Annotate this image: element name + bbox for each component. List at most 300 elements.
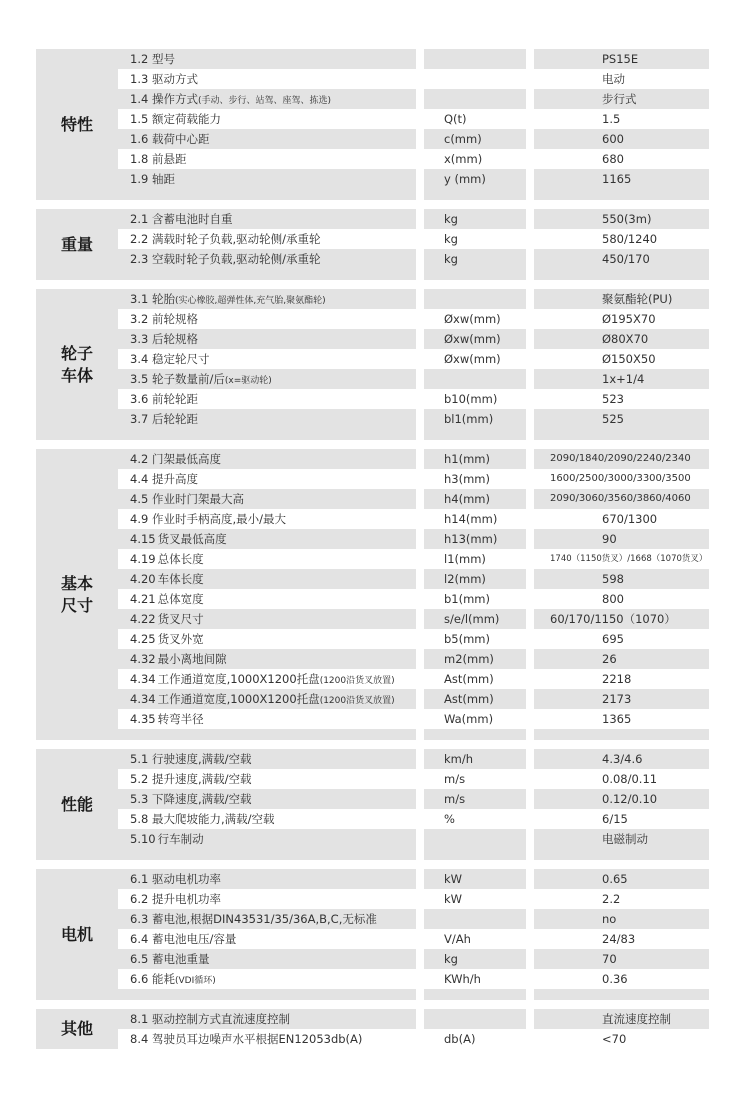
row-label: 货叉外宽 [157,632,204,646]
row-label-cell [118,709,416,729]
row-number: 3.2 [130,312,149,326]
spec-section [36,289,709,440]
row-number: 4.19 [130,552,156,566]
row-label-cell [118,909,416,929]
row-value: 60/170/1150（1070） [526,609,709,629]
section-category-label: 其他 [60,1019,93,1038]
row-number: 1.6 [130,132,149,146]
row-unit: db(A) [416,1029,526,1049]
table-row [118,1009,709,1029]
table-row [118,869,709,889]
row-unit: V/Ah [416,929,526,949]
table-row [118,649,709,669]
row-label-cell [118,389,416,409]
section-category-label: 性能 [60,794,93,814]
row-value: 0.08/0.11 [526,769,709,789]
row-separator [118,849,709,860]
section-gap [36,200,709,209]
row-value: 523 [526,389,709,409]
row-number: 6.6 [130,972,149,986]
section-category [36,209,118,280]
row-label-cell [118,289,416,309]
row-label-note: (1200沿货叉放置) [319,696,395,706]
table-row [118,829,709,849]
row-label-cell [118,869,416,889]
row-label: 含蓄电池时自重 [152,212,233,226]
row-unit: s/e/l(mm) [416,609,526,629]
row-label: 轮胎 [152,292,175,306]
row-label: 最小离地间隙 [157,652,227,666]
row-value: 1600/2500/3000/3300/3500 [526,469,709,489]
row-label: 提升高度 [152,472,198,486]
row-number: 4.4 [130,472,149,486]
row-value: 0.36 [526,969,709,989]
table-row [118,409,709,429]
row-number: 5.8 [130,812,149,826]
table-row [118,149,709,169]
row-label: 空载时轮子负载,驱动轮侧/承重轮 [152,252,321,266]
row-number: 6.4 [130,932,149,946]
row-label-cell [118,649,416,669]
table-row [118,109,709,129]
table-row [118,889,709,909]
row-number: 2.3 [130,252,149,266]
row-label-cell [118,689,416,709]
row-number: 1.5 [130,112,149,126]
row-label-cell [118,549,416,569]
row-label-note: (x=驱动轮) [224,376,272,386]
row-label-cell [118,529,416,549]
table-row [118,769,709,789]
row-label-cell [118,109,416,129]
row-label: 满载时轮子负载,驱动轮侧/承重轮 [152,232,321,246]
row-unit: h4(mm) [416,489,526,509]
row-label: 货叉尺寸 [157,612,204,626]
row-number: 1.2 [130,52,149,66]
row-label: 后轮规格 [152,332,198,346]
row-number: 4.35 [130,712,156,726]
row-value: 800 [526,589,709,609]
row-label-cell [118,89,416,109]
section-rows [118,49,709,200]
row-label: 总体长度 [157,552,204,566]
row-number: 4.15 [130,532,156,546]
row-number: 6.3 [130,912,149,926]
row-label: 蓄电池电压/容量 [152,932,237,946]
row-label-cell [118,1029,416,1049]
row-label-cell [118,789,416,809]
row-unit: b5(mm) [416,629,526,649]
row-label-note: (1200沿货叉放置) [319,676,395,686]
section-rows [118,289,709,440]
row-unit [416,49,526,69]
row-value: 1365 [526,709,709,729]
row-label-cell [118,749,416,769]
row-number: 4.20 [130,572,156,586]
row-label: 蓄电池,根据DIN43531/35/36A,B,C,无标准 [152,912,377,926]
row-value: 1.5 [526,109,709,129]
table-row [118,969,709,989]
row-separator [118,429,709,440]
table-row [118,569,709,589]
row-number: 6.2 [130,892,149,906]
section-rows [118,749,709,860]
row-value: 直流速度控制 [526,1009,709,1029]
row-number: 8.4 [130,1032,149,1046]
row-label-cell [118,249,416,269]
row-number: 3.1 [130,292,149,306]
row-unit: Øxw(mm) [416,329,526,349]
row-unit: h13(mm) [416,529,526,549]
table-row [118,749,709,769]
row-label-cell [118,1009,416,1029]
row-unit: kW [416,889,526,909]
row-value: Ø150X50 [526,349,709,369]
table-row [118,949,709,969]
row-label: 转弯半径 [157,712,204,726]
row-value: 4.3/4.6 [526,749,709,769]
row-unit: KWh/h [416,969,526,989]
row-value: 2218 [526,669,709,689]
table-row [118,549,709,569]
row-unit: m/s [416,769,526,789]
row-number: 6.1 [130,872,149,886]
row-label: 前悬距 [152,152,187,166]
spec-section [36,749,709,860]
row-label: 提升速度,满载/空载 [152,772,252,786]
row-number: 8.1 [130,1012,149,1026]
row-unit: x(mm) [416,149,526,169]
section-gap [36,860,709,869]
row-label-cell [118,829,416,849]
row-label-note: (手动、步行、站驾、座驾、拣选) [198,96,332,106]
row-value: 450/170 [526,249,709,269]
row-unit: l1(mm) [416,549,526,569]
row-label: 操作方式 [152,92,198,106]
row-label-note: (VDI循环) [175,976,216,986]
row-unit: h3(mm) [416,469,526,489]
row-unit: Ast(mm) [416,689,526,709]
table-row [118,809,709,829]
row-number: 4.21 [130,592,156,606]
row-unit: b1(mm) [416,589,526,609]
row-label-cell [118,409,416,429]
table-row [118,449,709,469]
table-row [118,489,709,509]
row-unit [416,89,526,109]
table-row [118,289,709,309]
row-unit: m2(mm) [416,649,526,669]
row-value: 1740（1150货叉）/1668（1070货叉） [526,549,709,569]
section-category-label: 重量 [60,234,93,254]
row-label-cell [118,949,416,969]
row-label: 行车制动 [157,832,204,846]
row-unit: Q(t) [416,109,526,129]
row-label-cell [118,229,416,249]
spec-section [36,1009,709,1049]
row-number: 3.7 [130,412,149,426]
row-number: 2.1 [130,212,149,226]
row-value: 670/1300 [526,509,709,529]
row-label: 作业时门架最大高 [152,492,244,506]
row-label-cell [118,669,416,689]
row-label-cell [118,809,416,829]
row-unit [416,369,526,389]
row-unit: Ast(mm) [416,669,526,689]
row-label-cell [118,349,416,369]
row-unit: Øxw(mm) [416,349,526,369]
row-label-cell [118,169,416,189]
row-value: 695 [526,629,709,649]
row-value: 70 [526,949,709,969]
row-label-cell [118,609,416,629]
row-label: 额定荷载能力 [152,112,221,126]
table-row [118,209,709,229]
row-unit [416,829,526,849]
table-row [118,89,709,109]
table-row [118,329,709,349]
row-label-note: (实心橡胶,超弹性体,充气胎,聚氨酯轮) [175,296,326,306]
row-unit: Wa(mm) [416,709,526,729]
row-label-cell [118,509,416,529]
table-row [118,349,709,369]
row-value: 680 [526,149,709,169]
table-row [118,69,709,89]
row-label-cell [118,929,416,949]
row-label: 下降速度,满载/空载 [152,792,252,806]
row-number: 4.2 [130,452,149,466]
row-label-cell [118,489,416,509]
spec-section [36,49,709,200]
row-separator [118,189,709,200]
row-label: 后轮轮距 [152,412,198,426]
row-value: 24/83 [526,929,709,949]
row-number: 4.22 [130,612,156,626]
row-label: 货叉最低高度 [157,532,227,546]
spec-table [36,49,709,1049]
table-row [118,609,709,629]
row-number: 4.34 [130,672,156,686]
row-label-cell [118,69,416,89]
table-row [118,49,709,69]
section-gap [36,440,709,449]
row-label-cell [118,49,416,69]
row-number: 5.10 [130,832,156,846]
row-number: 5.2 [130,772,149,786]
row-label: 轮子数量前/后 [152,372,225,386]
row-value: 2090/1840/2090/2240/2340 [526,449,709,469]
row-value: 步行式 [526,89,709,109]
section-rows [118,449,709,740]
row-number: 5.1 [130,752,149,766]
table-row [118,909,709,929]
row-number: 3.4 [130,352,149,366]
row-label: 驱动方式 [152,72,198,86]
row-label-cell [118,209,416,229]
row-value: Ø195X70 [526,309,709,329]
row-number: 4.25 [130,632,156,646]
row-label: 最大爬坡能力,满载/空载 [152,812,275,826]
table-row [118,709,709,729]
spec-section [36,209,709,280]
row-label-cell [118,569,416,589]
row-unit [416,1009,526,1029]
section-category [36,289,118,440]
table-row [118,129,709,149]
row-value: <70 [526,1029,709,1049]
row-label-cell [118,149,416,169]
table-row [118,789,709,809]
row-number: 5.3 [130,792,149,806]
row-separator [118,989,709,1000]
row-label: 载荷中心距 [152,132,210,146]
row-value: 580/1240 [526,229,709,249]
row-unit: h14(mm) [416,509,526,529]
row-value: 2173 [526,689,709,709]
section-category [36,749,118,860]
row-unit: bl1(mm) [416,409,526,429]
row-value: 0.12/0.10 [526,789,709,809]
row-label: 驱动电机功率 [152,872,221,886]
row-unit [416,289,526,309]
row-unit: Øxw(mm) [416,309,526,329]
row-unit [416,909,526,929]
row-label-cell [118,589,416,609]
row-unit: % [416,809,526,829]
row-label-cell [118,769,416,789]
section-category [36,1009,118,1049]
row-value: 600 [526,129,709,149]
row-unit: kg [416,229,526,249]
table-row [118,509,709,529]
section-rows [118,1009,709,1049]
row-label-cell [118,309,416,329]
section-category-label: 特性 [60,114,93,134]
row-value: 电磁制动 [526,829,709,849]
row-number: 6.5 [130,952,149,966]
row-value: 90 [526,529,709,549]
row-label: 驾驶员耳边噪声水平根据EN12053db(A) [152,1032,363,1046]
row-label-cell [118,469,416,489]
row-value: 2.2 [526,889,709,909]
row-value: PS15E [526,49,709,69]
row-label: 蓄电池重量 [152,952,210,966]
row-label-cell [118,969,416,989]
table-row [118,469,709,489]
row-number: 3.6 [130,392,149,406]
row-unit: kg [416,949,526,969]
row-label: 稳定轮尺寸 [152,352,210,366]
row-value: 598 [526,569,709,589]
table-row [118,1029,709,1049]
section-category [36,449,118,740]
table-row [118,309,709,329]
row-label: 总体宽度 [157,592,204,606]
row-value: 525 [526,409,709,429]
section-category [36,49,118,200]
section-category [36,869,118,1000]
row-label: 门架最低高度 [152,452,221,466]
row-number: 4.9 [130,512,149,526]
table-row [118,629,709,649]
row-separator [118,269,709,280]
row-label: 作业时手柄高度,最小/最大 [152,512,287,526]
section-gap [36,740,709,749]
row-number: 3.3 [130,332,149,346]
row-value: 聚氨酯轮(PU) [526,289,709,309]
row-label: 行驶速度,满载/空载 [152,752,252,766]
row-label: 前轮轮距 [152,392,198,406]
section-category-label: 轮子 车体 [60,343,93,385]
row-label: 驱动控制方式直流速度控制 [152,1012,290,1026]
table-row [118,589,709,609]
table-row [118,929,709,949]
row-label-cell [118,889,416,909]
section-rows [118,209,709,280]
row-number: 1.3 [130,72,149,86]
row-number: 1.9 [130,172,149,186]
row-value: 550(3m) [526,209,709,229]
row-unit: y (mm) [416,169,526,189]
section-rows [118,869,709,1000]
section-category-label: 电机 [60,924,93,944]
table-row [118,369,709,389]
row-label: 车体长度 [157,572,204,586]
row-unit: c(mm) [416,129,526,149]
table-row [118,669,709,689]
table-row [118,529,709,549]
row-label: 工作通道宽度,1000X1200托盘 [157,692,320,706]
spec-section [36,869,709,1000]
row-label: 能耗 [152,972,175,986]
row-label: 轴距 [152,172,175,186]
row-value: Ø80X70 [526,329,709,349]
table-row [118,229,709,249]
row-label-cell [118,369,416,389]
table-row [118,169,709,189]
section-category-label: 基本 尺寸 [60,573,93,615]
table-row [118,689,709,709]
row-label-cell [118,449,416,469]
row-unit [416,69,526,89]
row-value: 0.65 [526,869,709,889]
row-unit: kg [416,249,526,269]
row-value: 2090/3060/3560/3860/4060 [526,489,709,509]
row-label: 工作通道宽度,1000X1200托盘 [157,672,320,686]
row-number: 1.4 [130,92,149,106]
row-unit: b10(mm) [416,389,526,409]
row-unit: kW [416,869,526,889]
row-separator [118,729,709,740]
row-unit: l2(mm) [416,569,526,589]
row-number: 1.8 [130,152,149,166]
section-gap [36,1000,709,1009]
row-unit: h1(mm) [416,449,526,469]
row-unit: kg [416,209,526,229]
row-value: 电动 [526,69,709,89]
row-number: 3.5 [130,372,149,386]
row-value: 1165 [526,169,709,189]
row-label: 提升电机功率 [152,892,221,906]
row-number: 2.2 [130,232,149,246]
row-value: 6/15 [526,809,709,829]
row-value: 26 [526,649,709,669]
row-unit: m/s [416,789,526,809]
row-number: 4.32 [130,652,156,666]
row-value: no [526,909,709,929]
section-gap [36,280,709,289]
row-label-cell [118,129,416,149]
